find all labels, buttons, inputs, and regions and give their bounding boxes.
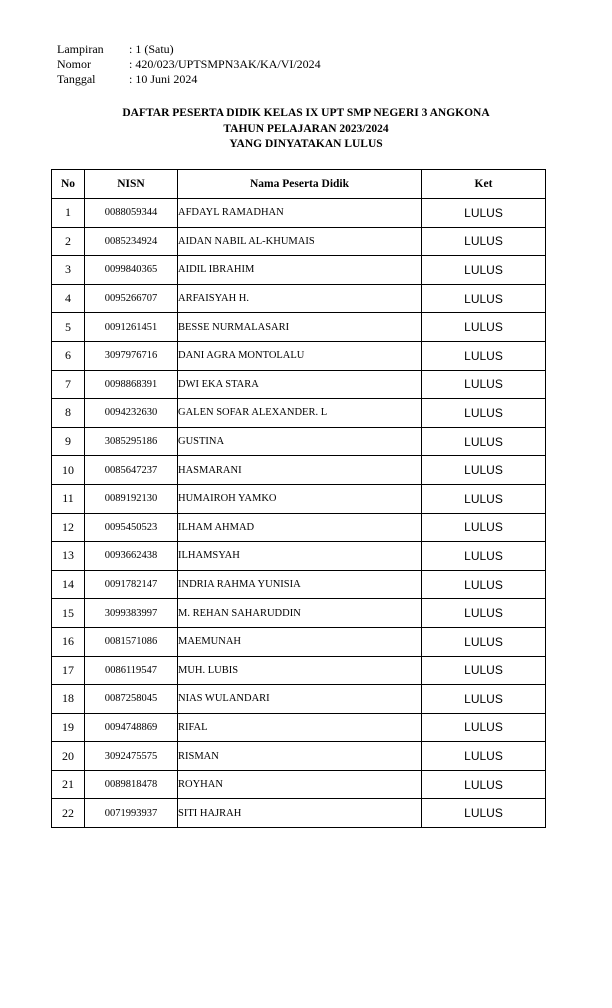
title-line-1: DAFTAR PESERTA DIDIK KELAS IX UPT SMP NEGERI 3 ANGKONA <box>122 107 490 119</box>
row-student-name: GALEN SOFAR ALEXANDER. L <box>178 399 422 428</box>
row-nisn: 3097976716 <box>85 341 178 370</box>
row-status: LULUS <box>422 799 546 828</box>
row-nisn: 0086119547 <box>85 656 178 685</box>
row-student-name: HASMARANI <box>178 456 422 485</box>
table-row <box>52 456 546 485</box>
row-nisn: 3092475575 <box>85 742 178 771</box>
row-status: LULUS <box>422 370 546 399</box>
row-nisn: 0095266707 <box>85 284 178 313</box>
row-nisn: 0089192130 <box>85 484 178 513</box>
row-number: 5 <box>52 313 85 342</box>
table-row <box>52 513 546 542</box>
row-nisn: 0093662438 <box>85 542 178 571</box>
row-status: LULUS <box>422 399 546 428</box>
row-nisn: 0091782147 <box>85 570 178 599</box>
document-title <box>0 106 612 153</box>
row-number: 13 <box>52 542 85 571</box>
row-status: LULUS <box>422 513 546 542</box>
row-number: 7 <box>52 370 85 399</box>
row-nisn: 3099383997 <box>85 599 178 628</box>
table-row <box>52 685 546 714</box>
row-student-name: DANI AGRA MONTOLALU <box>178 341 422 370</box>
row-number: 18 <box>52 685 85 714</box>
table-row <box>52 799 546 828</box>
row-student-name: GUSTINA <box>178 427 422 456</box>
title-line-2: TAHUN PELAJARAN 2023/2024 <box>223 122 389 135</box>
row-nisn: 0095450523 <box>85 513 178 542</box>
row-student-name: MAEMUNAH <box>178 627 422 656</box>
row-number: 9 <box>52 427 85 456</box>
row-status: LULUS <box>422 313 546 342</box>
row-status: LULUS <box>422 484 546 513</box>
table-row <box>52 313 546 342</box>
table-row <box>52 284 546 313</box>
row-student-name: RIFAL <box>178 713 422 742</box>
row-number: 16 <box>52 627 85 656</box>
row-student-name: ARFAISYAH H. <box>178 284 422 313</box>
row-status: LULUS <box>422 256 546 285</box>
title-line-3: YANG DINYATAKAN LULUS <box>229 138 383 150</box>
table-row <box>52 742 546 771</box>
document-meta <box>57 42 321 87</box>
row-number: 3 <box>52 256 85 285</box>
row-nisn: 0094748869 <box>85 713 178 742</box>
row-nisn: 0098868391 <box>85 370 178 399</box>
row-nisn: 0087258045 <box>85 685 178 714</box>
meta-nomor <box>57 57 321 72</box>
row-status: LULUS <box>422 713 546 742</box>
table-row <box>52 570 546 599</box>
table-row <box>52 713 546 742</box>
table-row <box>52 542 546 571</box>
row-status: LULUS <box>422 599 546 628</box>
row-student-name: MUH. LUBIS <box>178 656 422 685</box>
table-row <box>52 199 546 228</box>
row-status: LULUS <box>422 284 546 313</box>
meta-lampiran-label: Lampiran <box>57 42 104 56</box>
row-number: 21 <box>52 770 85 799</box>
table-row <box>52 770 546 799</box>
row-status: LULUS <box>422 456 546 485</box>
row-student-name: AIDAN NABIL AL-KHUMAIS <box>178 227 422 256</box>
row-student-name: NIAS WULANDARI <box>178 685 422 714</box>
header-nisn: NISN <box>85 170 178 199</box>
row-nisn: 0091261451 <box>85 313 178 342</box>
row-student-name: RISMAN <box>178 742 422 771</box>
meta-lampiran-value: : 1 (Satu) <box>129 42 174 56</box>
table-row <box>52 227 546 256</box>
row-nisn: 0099840365 <box>85 256 178 285</box>
row-number: 11 <box>52 484 85 513</box>
row-number: 10 <box>52 456 85 485</box>
table-row <box>52 341 546 370</box>
row-nisn: 0081571086 <box>85 627 178 656</box>
row-student-name: BESSE NURMALASARI <box>178 313 422 342</box>
row-status: LULUS <box>422 656 546 685</box>
row-number: 6 <box>52 341 85 370</box>
row-number: 8 <box>52 399 85 428</box>
row-nisn: 0085234924 <box>85 227 178 256</box>
table-row <box>52 256 546 285</box>
row-status: LULUS <box>422 199 546 228</box>
meta-nomor-label: Nomor <box>57 57 91 71</box>
meta-lampiran <box>57 42 321 57</box>
row-status: LULUS <box>422 227 546 256</box>
meta-nomor-value: : 420/023/UPTSMPN3AK/KA/VI/2024 <box>129 57 321 71</box>
row-student-name: ILHAMSYAH <box>178 542 422 571</box>
table-body <box>52 199 546 828</box>
row-student-name: M. REHAN SAHARUDDIN <box>178 599 422 628</box>
meta-tanggal-label: Tanggal <box>57 72 96 86</box>
row-number: 2 <box>52 227 85 256</box>
row-status: LULUS <box>422 685 546 714</box>
row-number: 14 <box>52 570 85 599</box>
table-row <box>52 656 546 685</box>
row-number: 20 <box>52 742 85 771</box>
row-nisn: 0089818478 <box>85 770 178 799</box>
row-number: 12 <box>52 513 85 542</box>
row-nisn: 0088059344 <box>85 199 178 228</box>
row-status: LULUS <box>422 742 546 771</box>
header-no: No <box>52 170 85 199</box>
row-number: 15 <box>52 599 85 628</box>
students-table <box>51 169 546 828</box>
meta-tanggal-value: : 10 Juni 2024 <box>129 72 198 86</box>
row-nisn: 0071993937 <box>85 799 178 828</box>
row-number: 4 <box>52 284 85 313</box>
row-number: 22 <box>52 799 85 828</box>
table-row <box>52 484 546 513</box>
table-row <box>52 427 546 456</box>
row-number: 19 <box>52 713 85 742</box>
table-header-row <box>52 170 546 199</box>
row-student-name: SITI HAJRAH <box>178 799 422 828</box>
table-row <box>52 627 546 656</box>
row-nisn: 0085647237 <box>85 456 178 485</box>
row-number: 17 <box>52 656 85 685</box>
row-status: LULUS <box>422 427 546 456</box>
row-nisn: 0094232630 <box>85 399 178 428</box>
row-student-name: HUMAIROH YAMKO <box>178 484 422 513</box>
row-student-name: DWI EKA STARA <box>178 370 422 399</box>
row-student-name: ILHAM AHMAD <box>178 513 422 542</box>
table-row <box>52 370 546 399</box>
row-student-name: AIDIL IBRAHIM <box>178 256 422 285</box>
row-status: LULUS <box>422 341 546 370</box>
row-status: LULUS <box>422 542 546 571</box>
row-nisn: 3085295186 <box>85 427 178 456</box>
row-status: LULUS <box>422 627 546 656</box>
row-student-name: AFDAYL RAMADHAN <box>178 199 422 228</box>
table-row <box>52 599 546 628</box>
row-status: LULUS <box>422 770 546 799</box>
table-row <box>52 399 546 428</box>
meta-tanggal <box>57 72 321 87</box>
header-ket: Ket <box>422 170 546 199</box>
row-number: 1 <box>52 199 85 228</box>
row-student-name: INDRIA RAHMA YUNISIA <box>178 570 422 599</box>
row-student-name: ROYHAN <box>178 770 422 799</box>
row-status: LULUS <box>422 570 546 599</box>
header-name: Nama Peserta Didik <box>178 170 422 199</box>
